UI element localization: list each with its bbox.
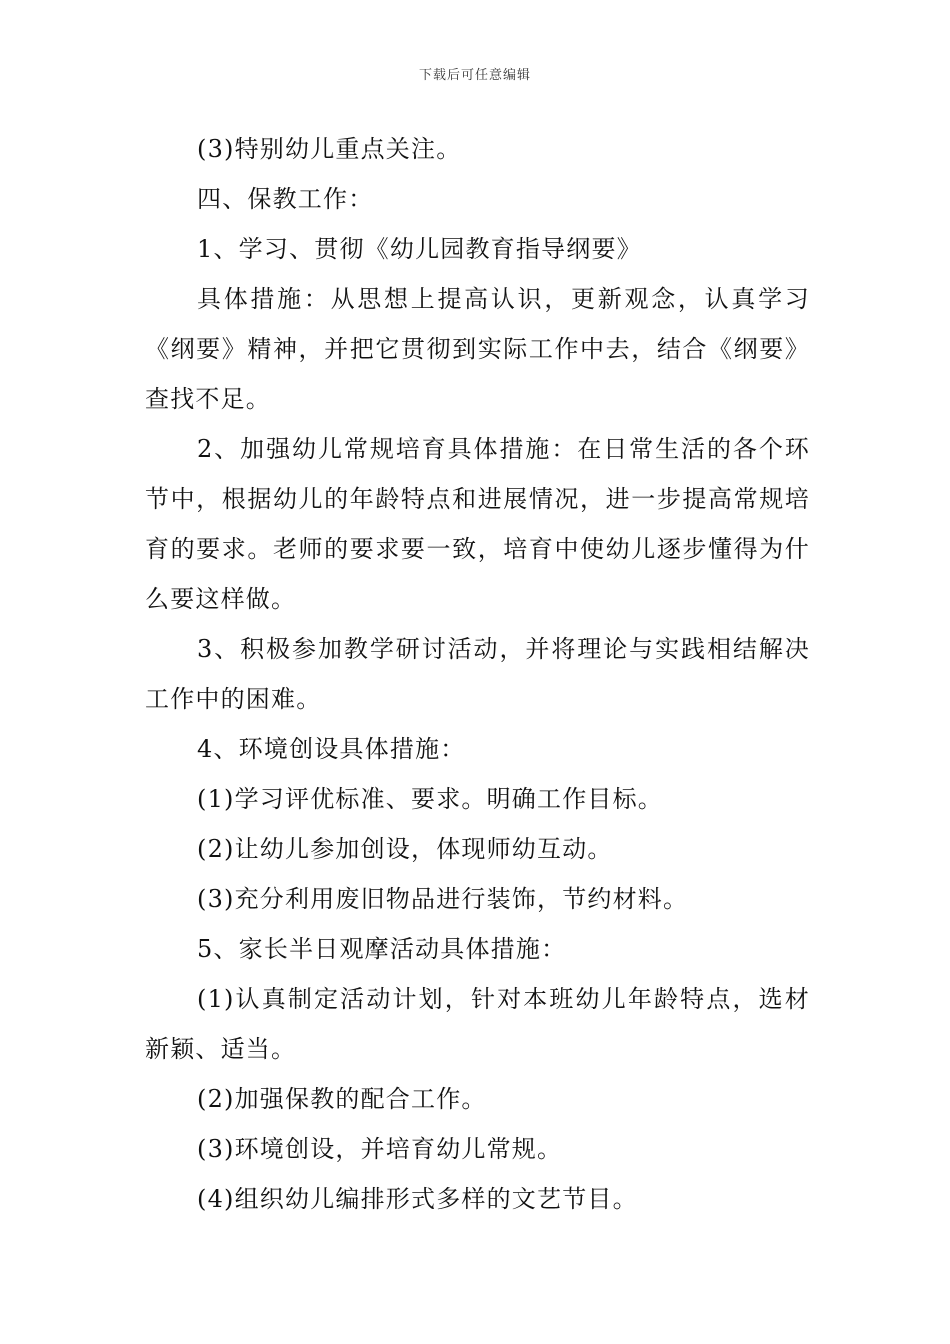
sub-item-4-3: (3)充分利用废旧物品进行装饰，节约材料。 — [197, 885, 689, 913]
item-3-teaching-research: 3、积极参加教学研讨活动，并将理论与实践相结解决工作中的困难。 — [145, 635, 810, 713]
header-note: 下载后可任意编辑 — [418, 68, 531, 83]
sub-item-5-2: (2)加强保教的配合工作。 — [197, 1085, 487, 1113]
sub-item-4-1: (1)学习评优标准、要求。明确工作目标。 — [197, 785, 663, 813]
item-5-parent-observation: 5、家长半日观摩活动具体措施： — [197, 935, 567, 963]
paragraph-guideline-measures: 具体措施：从思想上提高认识，更新观念，认真学习《纲要》精神，并把它贯彻到实际工作中去，结合《纲要》查找不足。 — [145, 285, 810, 413]
heading-care-education-work: 四、保教工作： — [197, 185, 374, 213]
document-body — [145, 124, 810, 1224]
sub-item-5-1: (1)认真制定活动计划，针对本班幼儿年龄特点，选材新颖、适当。 — [145, 985, 810, 1063]
sub-item-4-2: (2)让幼儿参加创设，体现师幼互动。 — [197, 835, 613, 863]
sub-item-5-4: (4)组织幼儿编排形式多样的文艺节目。 — [197, 1185, 638, 1213]
sub-item-5-3: (3)环境创设，并培育幼儿常规。 — [197, 1135, 563, 1163]
item-1-study-guideline: 1、学习、贯彻《幼儿园教育指导纲要》 — [197, 235, 642, 263]
item-2-routine-training: 2、加强幼儿常规培育具体措施：在日常生活的各个环节中，根据幼儿的年龄特点和进展情况，进一步提高常规培育的要求。老师的要求要一致，培育中使幼儿逐步懂得为什么要这样做。 — [145, 435, 810, 613]
item-4-environment-creation: 4、环境创设具体措施： — [197, 735, 466, 763]
paragraph-special-children: (3)特别幼儿重点关注。 — [197, 135, 462, 163]
